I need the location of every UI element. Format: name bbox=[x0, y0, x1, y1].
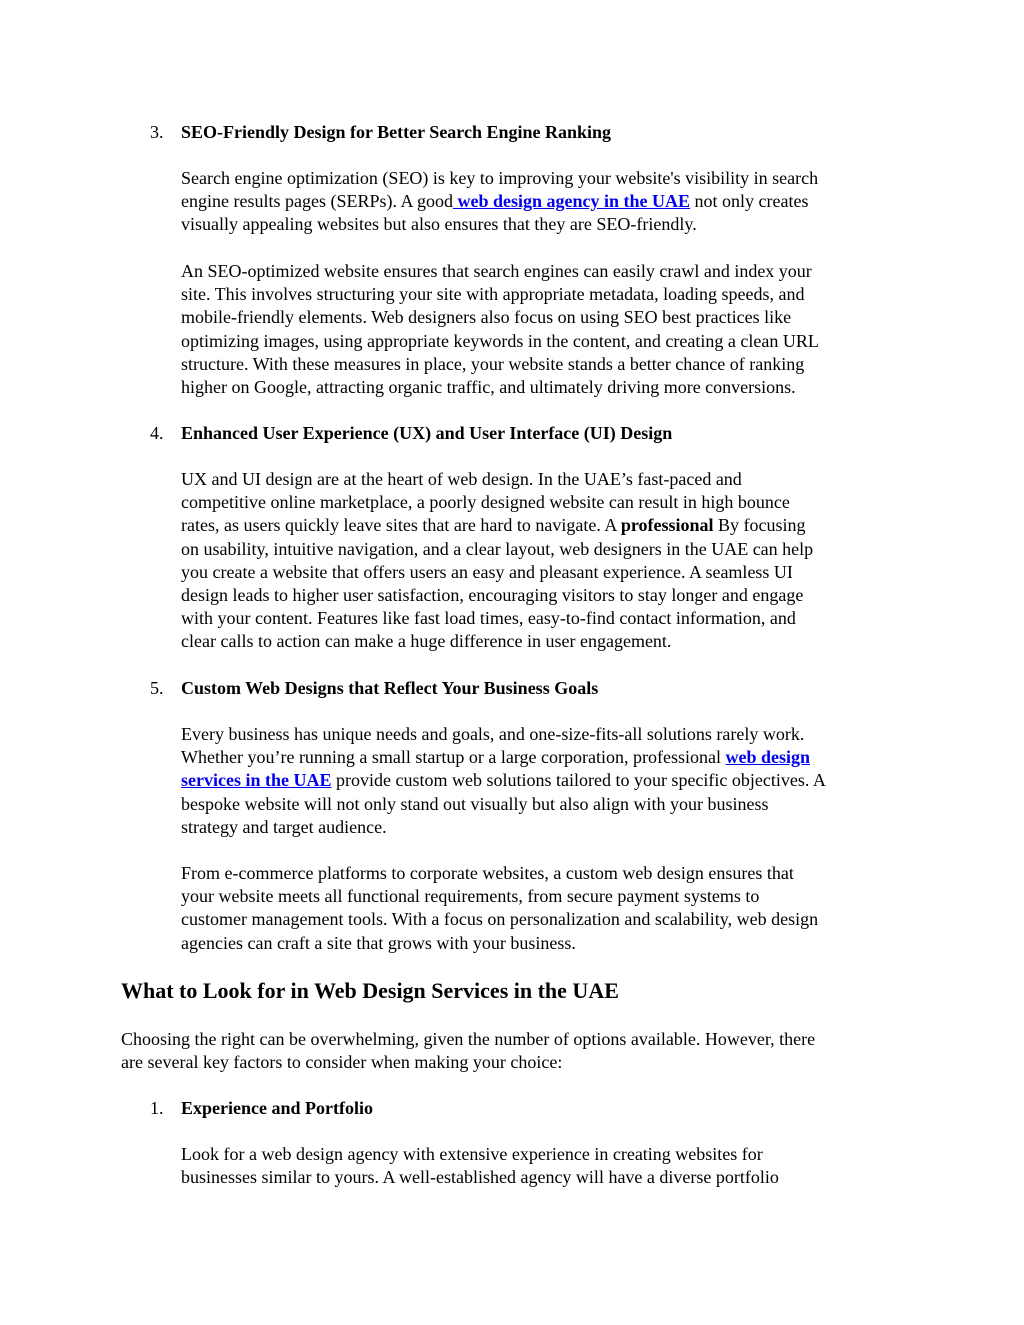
text-line: design leads to higher user satisfaction, encouraging visitors to stay longer and engage bbox=[181, 585, 804, 606]
text-line: strategy and target audience. bbox=[181, 816, 387, 837]
text-line: higher on Google, attracting organic traffic, and ultimately driving more conversions. bbox=[181, 377, 796, 398]
text-line: are several key factors to consider when making your choice: bbox=[121, 1052, 563, 1073]
text-span: rates, as users quickly leave sites that are hard to navigate. A bbox=[181, 515, 621, 536]
list-number: 3. bbox=[150, 122, 164, 142]
text-line: businesses similar to yours. A well-established agency will have a diverse portfolio bbox=[181, 1167, 779, 1188]
text-span: not only creates bbox=[690, 191, 809, 212]
section-heading-custom: Custom Web Designs that Reflect Your Business Goals bbox=[181, 678, 599, 698]
text-line: bespoke website will not only stand out visually but also align with your business bbox=[181, 793, 769, 814]
section-heading-ux: Enhanced User Experience (UX) and User Interface (UI) Design bbox=[181, 423, 673, 443]
link-web-design-services-cont[interactable]: services in the UAE bbox=[181, 770, 332, 791]
text-span: By focusing bbox=[713, 515, 806, 536]
text-line: competitive online marketplace, a poorly designed website can result in high bounce bbox=[181, 492, 790, 513]
text-line: Search engine optimization (SEO) is key to improving your website's visibility in search bbox=[181, 168, 819, 188]
text-line: From e-commerce platforms to corporate websites, a custom web design ensures that bbox=[181, 863, 794, 883]
text-line: you create a website that offers users an easy and pleasant experience. A seamless UI bbox=[181, 561, 793, 582]
text-line: clear calls to action can make a huge difference in user engagement. bbox=[181, 631, 672, 652]
section-intro bbox=[121, 1028, 921, 1074]
paragraph-custom-intro bbox=[181, 723, 921, 839]
text-line bbox=[181, 190, 921, 213]
text-span: engine results pages (SERPs). A good bbox=[181, 191, 453, 212]
text-line: your website meets all functional requirements, from secure payment systems to bbox=[181, 886, 760, 907]
text-line: An SEO-optimized website ensures that search engines can easily crawl and index your bbox=[181, 261, 812, 281]
text-line: Look for a web design agency with extensive experience in creating websites for bbox=[181, 1144, 763, 1164]
paragraph-experience bbox=[181, 1143, 921, 1189]
list-number: 1. bbox=[150, 1098, 164, 1118]
text-line: Choosing the right can be overwhelming, given the number of options available. However, there bbox=[121, 1029, 816, 1049]
text-line bbox=[181, 746, 921, 769]
paragraph-seo-intro bbox=[181, 167, 921, 237]
text-line: UX and UI design are at the heart of web design. In the UAE’s fast-paced and bbox=[181, 469, 742, 489]
section-heading-experience: Experience and Portfolio bbox=[181, 1098, 373, 1118]
text-line: on usability, intuitive navigation, and a clear layout, web designers in the UAE can help bbox=[181, 538, 814, 559]
text-line: agencies can craft a site that grows with your business. bbox=[181, 932, 576, 953]
text-line: optimizing images, using appropriate keywords in the content, and creating a clean URL bbox=[181, 330, 819, 351]
bold-text: professional bbox=[620, 515, 714, 536]
section-heading-seo: SEO-Friendly Design for Better Search Engine Ranking bbox=[181, 122, 612, 142]
text-span: Whether you’re running a small startup or a large corporation, professional bbox=[181, 747, 726, 768]
text-line: customer management tools. With a focus on personalization and scalability, web design bbox=[181, 909, 819, 930]
paragraph-seo-details bbox=[181, 260, 921, 399]
link-web-design-services[interactable]: web design bbox=[725, 747, 811, 768]
text-line: Every business has unique needs and goals, and one-size-fits-all solutions rarely work. bbox=[181, 724, 805, 744]
paragraph-custom-details bbox=[181, 862, 921, 955]
text-line: site. This involves structuring your site with appropriate metadata, loading speeds, and bbox=[181, 284, 805, 305]
list-number: 4. bbox=[150, 423, 164, 443]
paragraph-ux bbox=[181, 468, 921, 654]
list-number: 5. bbox=[150, 678, 164, 698]
section-title: What to Look for in Web Design Services in the UAE bbox=[121, 978, 619, 1003]
text-span: provide custom web solutions tailored to your specific objectives. A bbox=[331, 770, 826, 791]
text-line: structure. With these measures in place, your website stands a better chance of ranking bbox=[181, 353, 805, 374]
text-line: with your content. Features like fast load times, easy-to-find contact information, and bbox=[181, 608, 796, 629]
text-line bbox=[181, 769, 921, 792]
link-web-design-agency[interactable]: web design agency in the UAE bbox=[453, 191, 691, 212]
text-line: mobile-friendly elements. Web designers also focus on using SEO best practices like bbox=[181, 307, 792, 328]
text-line bbox=[181, 514, 921, 537]
text-line: visually appealing websites but also ensures that they are SEO-friendly. bbox=[181, 214, 697, 235]
